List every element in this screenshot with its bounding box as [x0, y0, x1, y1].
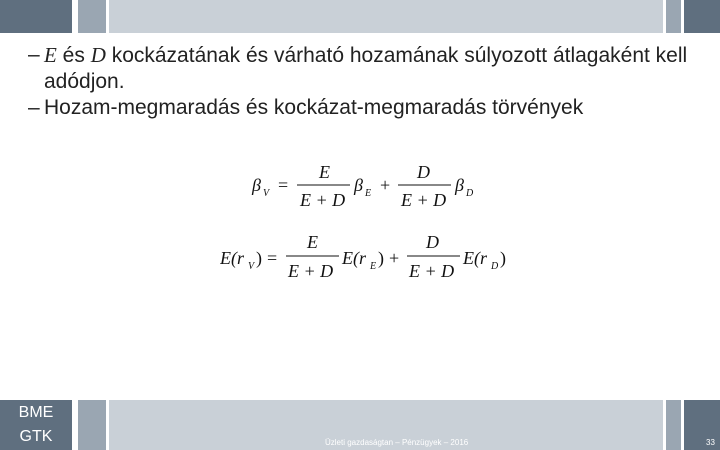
return-e: E(r: [342, 248, 366, 268]
return-d-close: ): [500, 248, 506, 268]
top-bar: [0, 0, 720, 33]
formula-svg: [220, 158, 520, 288]
return-e-close: ): [378, 248, 384, 268]
bullet-text-part: kockázatának és várható hozamának súlyozott átlagaként kell adódjon.: [44, 44, 688, 93]
equals-sign: =: [267, 248, 278, 268]
page-number: 33: [706, 438, 715, 447]
return-d: E(r: [463, 248, 487, 268]
logo-line-gtk: GTK: [19, 428, 53, 445]
frac-numerator-e: E: [319, 162, 330, 182]
equals-sign: =: [278, 175, 289, 195]
frac-denominator: E + D: [401, 190, 447, 210]
beta-d: β: [455, 175, 464, 195]
course-footer-text: Üzleti gazdaságtan – Pénzügyek – 2016: [325, 438, 469, 447]
beta-v-sub: V: [263, 188, 270, 199]
return-v: E(r: [220, 248, 244, 268]
plus-sign: +: [380, 175, 391, 195]
frac-denominator: E + D: [409, 261, 455, 281]
beta-e: β: [354, 175, 363, 195]
bullet-text: Hozam-megmaradás és kockázat-megmaradás törvények: [44, 96, 584, 119]
frac-denominator: E + D: [288, 261, 334, 281]
plus-sign: +: [389, 248, 400, 268]
top-bar-dark-block: [0, 0, 72, 33]
logo-block: [0, 400, 72, 450]
var-d: D: [90, 43, 106, 67]
bottom-bar: [0, 400, 720, 450]
top-bar-right-mid-block: [666, 0, 681, 33]
beta-e-sub: E: [365, 188, 372, 199]
slide-content: [28, 42, 698, 121]
bullet-dash: –: [28, 43, 40, 66]
return-v-sub: V: [248, 261, 255, 272]
bullet-conservation-laws: [28, 95, 698, 121]
frac-numerator-d: D: [417, 162, 430, 182]
return-e-sub: E: [370, 261, 377, 272]
frac-numerator-e: E: [307, 232, 318, 252]
logo-line-bme: BME: [18, 404, 54, 421]
top-bar-right-dark-block: [684, 0, 720, 33]
frac-denominator: E + D: [300, 190, 346, 210]
return-v-close: ): [256, 248, 262, 268]
bottom-bar-mid-block: [78, 400, 106, 450]
beta-v: β: [252, 175, 261, 195]
top-bar-light-block: [109, 0, 663, 33]
return-d-sub: D: [491, 261, 499, 272]
bullet-dash: –: [28, 96, 40, 119]
beta-d-sub: D: [466, 188, 474, 199]
bullet-text-part: és: [56, 44, 91, 67]
bottom-bar-right-mid-block: [666, 400, 681, 450]
frac-numerator-d: D: [426, 232, 439, 252]
top-bar-mid-block: [78, 0, 106, 33]
var-e: E: [44, 43, 57, 67]
formula-block: [220, 158, 520, 288]
bullet-weighted-average: [28, 42, 698, 95]
